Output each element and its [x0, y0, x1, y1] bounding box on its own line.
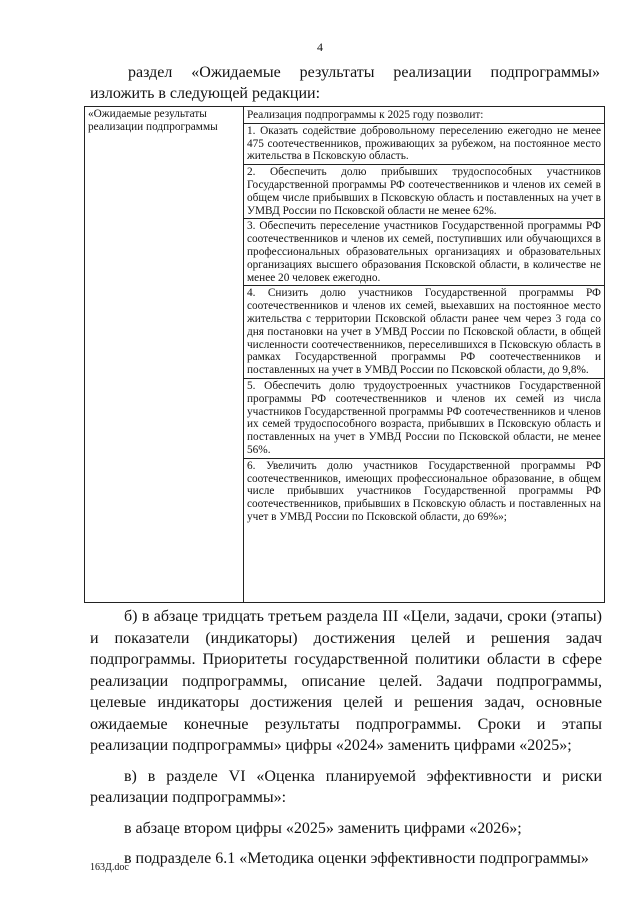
- table-list-item: 2. Обеспечить долю прибывших трудоспособных участников Государственной программы РФ соотечественников и членов их семей в общем числе прибывших в Псковскую область и поставленных на учет в УМВД России по Псковской области не менее 62%.: [244, 164, 604, 218]
- table-list-item: 1. Оказать содействие добровольному переселению ежегодно не менее 475 соотечественников, проживающих за рубежом, на постоянное место жительства в Псковскую область.: [244, 123, 604, 164]
- results-table: [84, 106, 605, 603]
- footer-filename: 163Д.doc: [90, 862, 129, 873]
- table-list-item: 4. Снизить долю участников Государственной программы РФ соотечественников и членов их семей, выехавших на постоянное место жительства с территории Псковской области ранее чем через 3 года со дня постановки на учет в УМВД России по Псковской области, в общей численности соотечественников, переселившихся в Псковскую область в рамках Государственной программы РФ соотечественников и поставленных на учет в УМВД России по Псковской области, до 9,8%.: [244, 285, 604, 378]
- paragraph: в) в разделе VI «Оценка планируемой эффективности и риски реализации подпрограммы»:: [90, 767, 602, 806]
- table-list-item: 3. Обеспечить переселение участников Государственной программы РФ соотечественников и членов их семей, поступивших или обучающихся в профессиональных образовательных организациях и образовательных организациях высшего образования Псковской области, в количестве не менее 20 человек ежегодно.: [244, 218, 604, 285]
- page-number: 4: [317, 40, 323, 54]
- paragraph: в абзаце втором цифры «2025» заменить цифрами «2026»;: [124, 819, 522, 837]
- table-cell-content: [244, 107, 605, 603]
- intro-text: [90, 62, 600, 104]
- body-text: [90, 606, 602, 870]
- table-list-item: 6. Увеличить долю участников Государственной программы РФ соотечественников, имеющих профессиональное образование, в общем числе прибывших участников Государственной программы РФ соотечественников, прибывших в Псковскую область и поставленных на учет в УМВД России по Псковской области, до 69%»;: [244, 458, 604, 525]
- paragraph: в подразделе 6.1 «Методика оценки эффективности подпрограммы»: [124, 850, 589, 867]
- intro-line-2: изложить в следующей редакции:: [90, 85, 321, 102]
- paragraph: б) в абзаце тридцать третьем раздела III «Цели, задачи, сроки (этапы) и показатели (индикаторы) достижения целей и решения задач подпрограммы. Приоритеты государственной политики области в сфере реализации подпрограммы, описание целей. Задачи подпрограммы, целевые индикаторы достижения целей и решения задач, основные ожидаемые конечные результаты подпрограммы. Сроки и этапы реализации подпрограммы» цифры «2024» заменить цифрами «2025»;: [90, 608, 602, 754]
- table-cell-heading: «Ожидаемые результаты реализации подпрограммы: [85, 107, 244, 603]
- table-list-item: 5. Обеспечить долю трудоустроенных участников Государственной программы РФ соотечественников и членов их семей из числа участников Государственной программы РФ соотечественников и членов их семей трудоспособного возраста, прибывших в Псковскую область и поставленных на учет в УМВД России по Псковской области, не менее 56%.: [244, 378, 604, 458]
- intro-line-1: раздел «Ожидаемые результаты реализации подпрограммы»: [128, 64, 600, 81]
- table-row: [85, 107, 605, 603]
- table-content-header: Реализация подпрограммы к 2025 году позволит:: [247, 109, 484, 121]
